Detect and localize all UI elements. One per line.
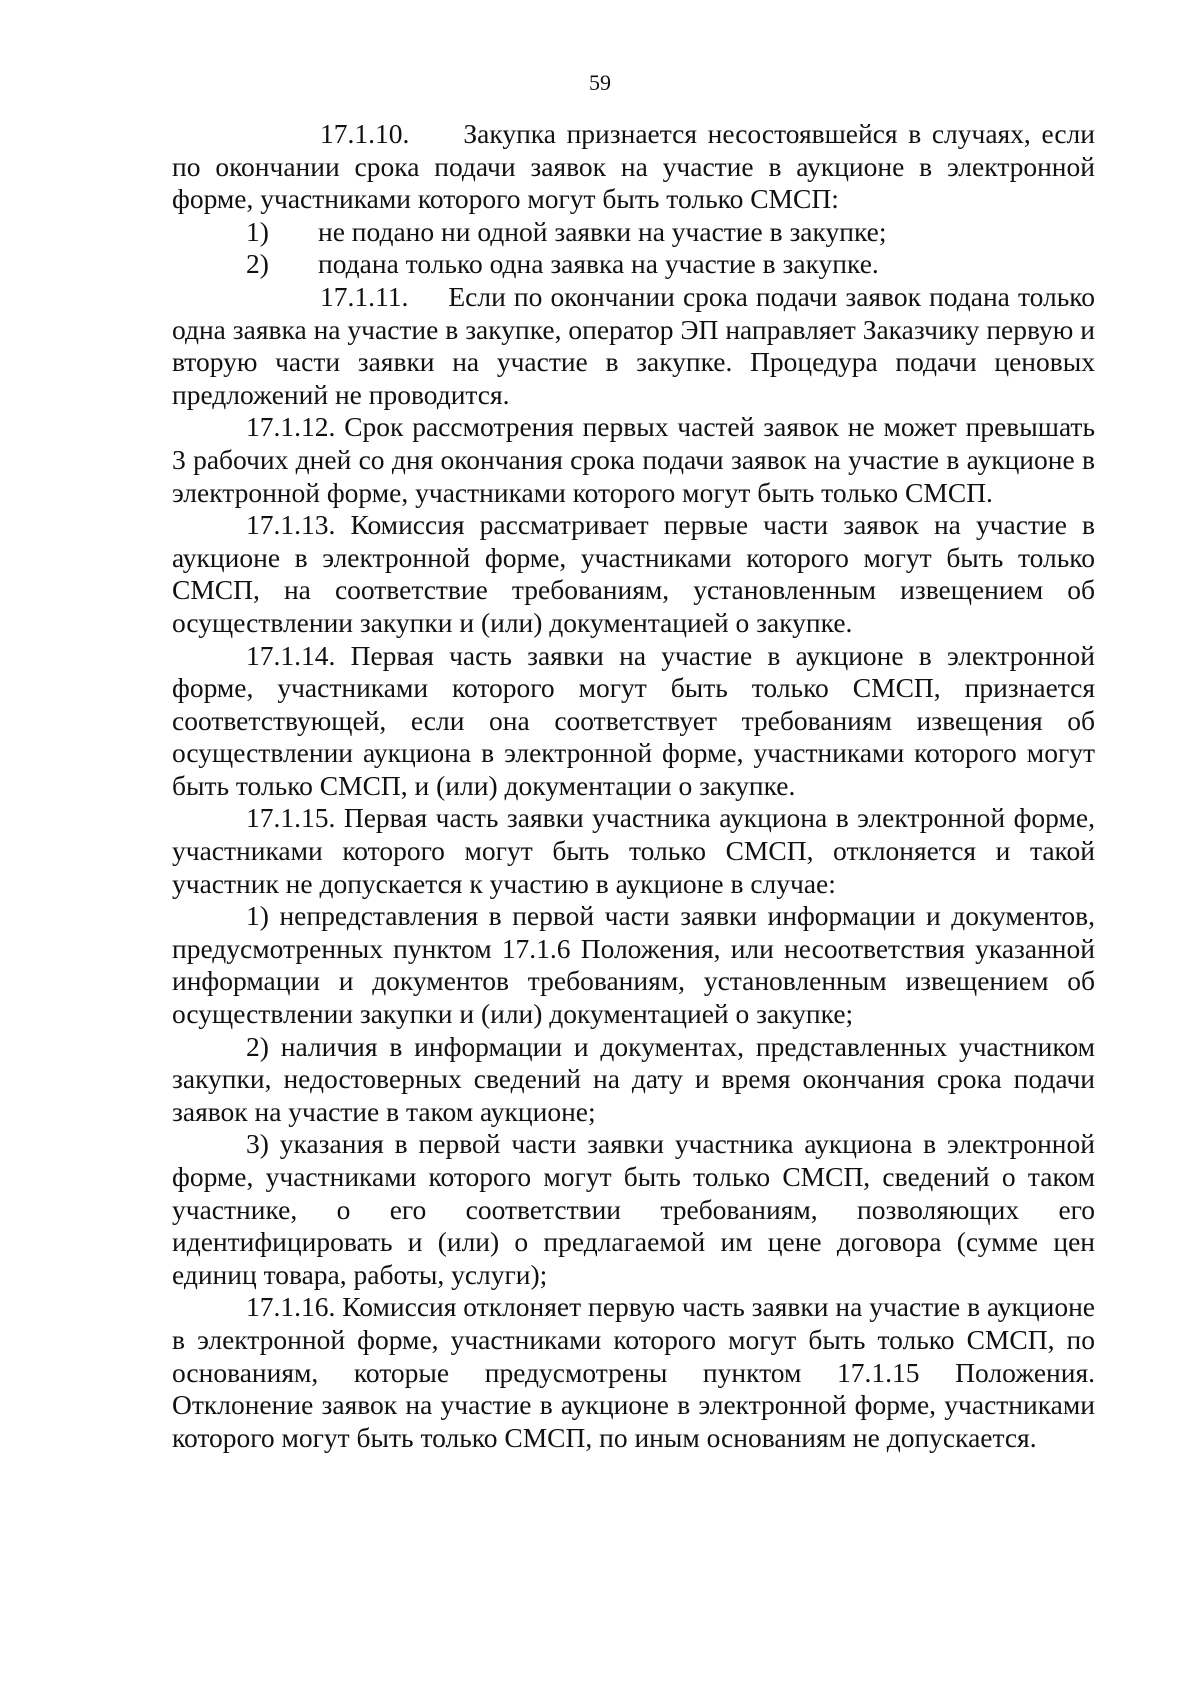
list-marker: 2) xyxy=(246,248,269,280)
clause-number: 17.1.11. xyxy=(320,280,409,312)
sub-item-2: 2) наличия в информации и документах, представленных участником закупки, недостоверных сведений на дату и время окончания срока подачи заявок на участие в таком аукционе; xyxy=(172,1030,1095,1127)
clause-17-1-14: 17.1.14. Первая часть заявки на участие в аукционе в электронной форме, участниками которого могут быть только СМСП, признается соответствующей, если она соответствует требованиям извещения об осуществлении аукциона в электронной форме, участниками которого могут быть только СМСП, и (или) документации о закупке. xyxy=(172,639,1095,801)
clause-17-1-11 xyxy=(172,281,1095,411)
clause-text: Закупка признается несостоявшейся в случаях, если по окончании срока подачи заявок на участие в аукционе в электронной форме, участниками которого могут быть только СМСП: xyxy=(172,118,1095,215)
list-marker: 1) xyxy=(246,215,269,247)
sub-item-3: 3) указания в первой части заявки участника аукциона в электронной форме, участниками которого могут быть только СМСП, сведений о таком участнике, о его соответствии требованиям, позволяющих его идентифицировать и (или) о предлагаемой им цене договора (сумме цен единиц товара, работы, услуги); xyxy=(172,1128,1095,1290)
list-item-text: подана только одна заявка на участие в закупке. xyxy=(318,248,879,280)
clause-17-1-13: 17.1.13. Комиссия рассматривает первые части заявок на участие в аукционе в электронной форме, участниками которого могут быть только СМСП, на соответствие требованиям, установленным извещением об осуществлении закупки и (или) документацией о закупке. xyxy=(172,509,1095,638)
document-body xyxy=(172,118,1095,1454)
clause-text: Если по окончании срока подачи заявок подана только одна заявка на участие в закупке, оператор ЭП направляет Заказчику первую и вторую части заявки на участие в закупке. Процедура подачи ценовых предложений не проводится. xyxy=(172,280,1095,410)
clause-17-1-12: 17.1.12. Срок рассмотрения первых частей заявок не может превышать 3 рабочих дней со дня окончания срока подачи заявок на участие в аукционе в электронной форме, участниками которого могут быть только СМСП. xyxy=(172,411,1095,508)
list-item-text: не подано ни одной заявки на участие в закупке; xyxy=(318,215,887,247)
page-number: 59 xyxy=(589,70,611,95)
clause-17-1-10 xyxy=(172,118,1095,216)
sub-item-1: 1) непредставления в первой части заявки информации и документов, предусмотренных пунктом 17.1.6 Положения, или несоответствия указанной информации и документов требованиям, установленным извещением об осуществлении закупки и (или) документацией о закупке; xyxy=(172,900,1095,1030)
list-item xyxy=(172,216,1095,249)
clause-17-1-16: 17.1.16. Комиссия отклоняет первую часть заявки на участие в аукционе в электронной форме, участниками которого могут быть только СМСП, по основаниям, которые предусмотрены пунктом 17.1.15 Положения. Отклонение заявок на участие в аукционе в электронной форме, участниками которого могут быть только СМСП, по иным основаниям не допускается. xyxy=(172,1291,1095,1453)
clause-17-1-15: 17.1.15. Первая часть заявки участника аукциона в электронной форме, участниками которого могут быть только СМСП, отклоняется и такой участник не допускается к участию в аукционе в случае: xyxy=(172,802,1095,899)
clause-number: 17.1.10. xyxy=(320,118,410,149)
list-item xyxy=(172,248,1095,281)
